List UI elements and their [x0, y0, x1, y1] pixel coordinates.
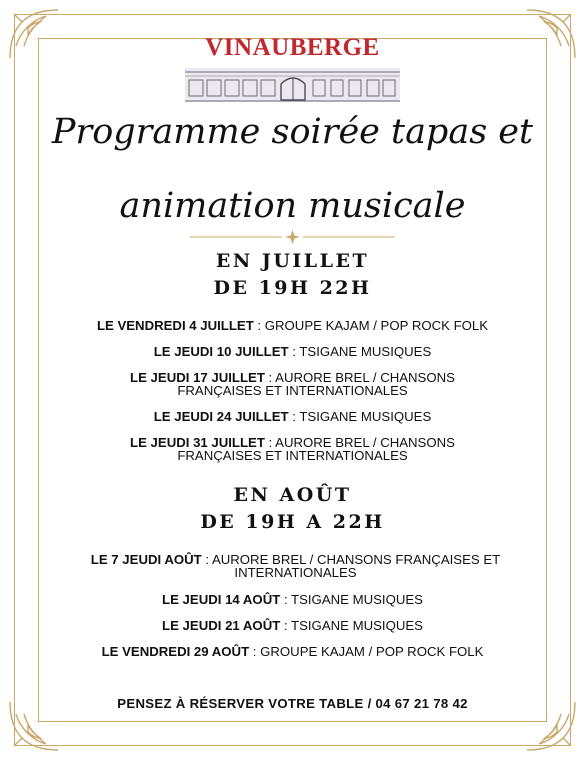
- divider-star-icon: [190, 230, 395, 244]
- event-item: LE 7 JEUDI AOÛT : AURORE BREL / CHANSONS FRANÇAISES ET INTERNATIONALES: [90, 552, 501, 580]
- august-hours: DE 19H A 22H: [200, 511, 385, 533]
- title-line-2: animation musicale: [119, 186, 466, 226]
- brand-logo: [0, 34, 585, 104]
- reservation-footer: PENSEZ À RÉSERVER VOTRE TABLE / 04 67 21 78 42: [117, 696, 468, 711]
- event-item: LE JEUDI 17 JUILLET : AURORE BREL / CHANSONS FRANÇAISES ET INTERNATIONALES: [130, 370, 455, 398]
- event-item: LE JEUDI 21 AOÛT : TSIGANE MUSIQUES: [162, 618, 423, 633]
- event-item: LE JEUDI 24 JUILLET : TSIGANE MUSIQUES: [153, 409, 432, 424]
- july-heading: EN JUILLET: [215, 250, 370, 272]
- event-item: LE VENDREDI 29 AOÛT : GROUPE KAJAM / POP ROCK FOLK: [101, 644, 484, 659]
- event-item: LE JEUDI 14 AOÛT : TSIGANE MUSIQUES: [162, 592, 423, 607]
- brand-name: VINAUBERGE: [205, 34, 380, 61]
- building-facade-icon: [185, 64, 400, 104]
- august-heading: EN AOÛT: [233, 484, 352, 506]
- july-hours: DE 19H 22H: [213, 277, 372, 299]
- title-line-1: Programme soirée tapas et: [51, 112, 534, 152]
- event-item: LE JEUDI 10 JUILLET : TSIGANE MUSIQUES: [153, 344, 432, 359]
- event-item: LE VENDREDI 4 JUILLET : GROUPE KAJAM / POP ROCK FOLK: [96, 318, 489, 333]
- event-item: LE JEUDI 31 JUILLET : AURORE BREL / CHANSONS FRANÇAISES ET INTERNATIONALES: [130, 435, 455, 463]
